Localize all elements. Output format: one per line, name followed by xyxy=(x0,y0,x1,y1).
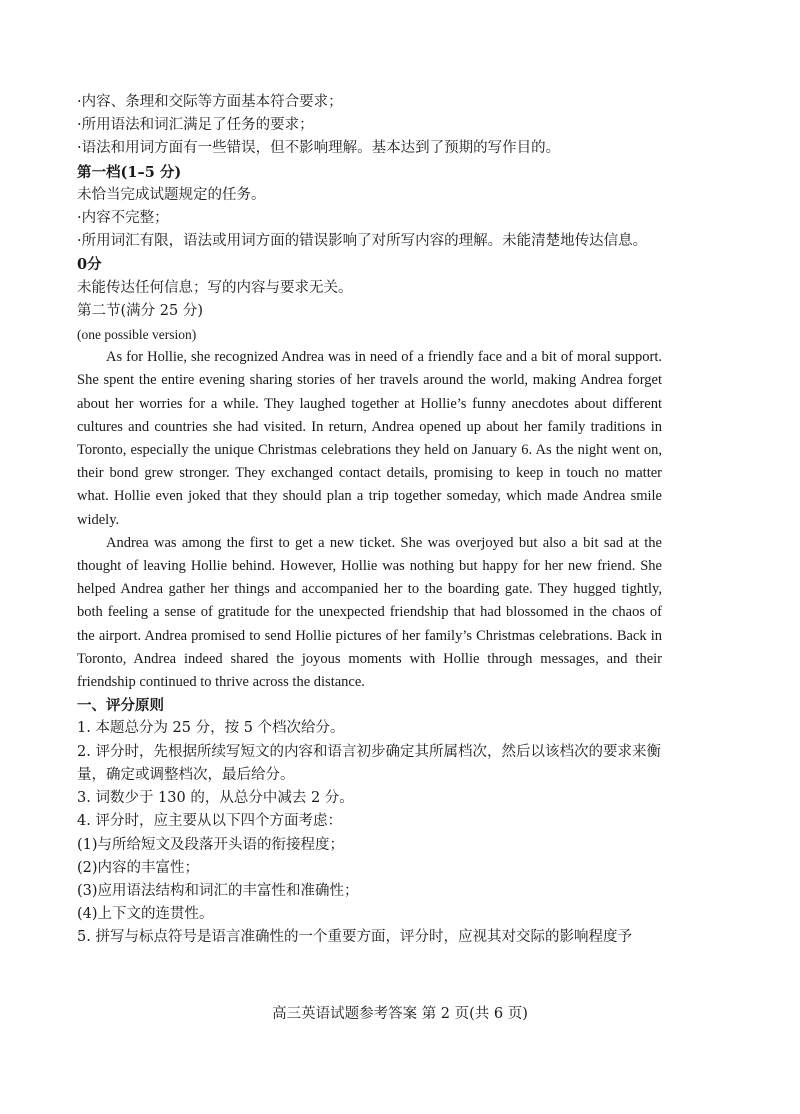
essay-paragraph-2: Andrea was among the first to get a new ticket. She was overjoyed but also a bit sad at the thought of leaving Hollie behind. However, Hollie was nothing but happy for her new friend. She helped Andrea gather her things and accompanied her to the boarding gate. They hugged tightly, both feeling a sense of gratitude for the unexpected friendship that had blossomed in the chaos of the airport. Andrea promised to send Hollie pictures of her family’s Christmas celebrations. Back in Toronto, Andrea indeed shared the joyous moments with Hollie through messages, and their friendship continued to thrive across the distance. xyxy=(77,534,662,691)
principle-item: 3. 词数少于 130 的，从总分中减去 2 分。 xyxy=(77,790,354,807)
version-note: (one possible version) xyxy=(77,327,197,343)
criteria-line: ·所用语法和词汇满足了任务的要求； xyxy=(77,117,314,134)
page-footer: 高三英语试题参考答案 第 2 页(共 6 页) xyxy=(272,1006,528,1022)
principle-item: 4. 评分时，应主要从以下四个方面考虑： xyxy=(77,813,342,830)
tier0-description: 未能传达任何信息；写的内容与要求无关。 xyxy=(77,279,353,296)
document-body xyxy=(77,91,662,950)
principle-item: 1. 本题总分为 25 分，按 5 个档次给分。 xyxy=(77,720,345,737)
criteria-line: ·语法和用词方面有一些错误，但不影响理解。基本达到了预期的写作目的。 xyxy=(77,140,561,157)
tier1-heading: 第一档(1–5 分) xyxy=(77,163,182,181)
tier1-item: ·内容不完整； xyxy=(77,210,169,227)
principles-heading: 一、评分原则 xyxy=(77,697,164,715)
principle-subitem: (1)与所给短文及段落开头语的衔接程度； xyxy=(77,836,345,853)
principle-item: 5. 拼写与标点符号是语言准确性的一个重要方面，评分时，应视其对交际的影响程度予 xyxy=(77,929,632,946)
principle-subitem: (3)应用语法结构和词汇的丰富性和准确性； xyxy=(77,882,359,899)
tier0-heading: 0分 xyxy=(77,256,102,274)
principle-item: 2. 评分时，先根据所续写短文的内容和语言初步确定其所属档次，然后以该档次的要求来衡量，确定或调整档次，最后给分。 xyxy=(77,743,661,783)
principle-subitem: (4)上下文的连贯性。 xyxy=(77,906,214,923)
principle-subitem: (2)内容的丰富性； xyxy=(77,859,200,876)
essay-paragraph-1: As for Hollie, she recognized Andrea was in need of a friendly face and a bit of moral support. She spent the entire evening sharing stories of her travels around the world, making Andrea forget about her worries for a while. They laughed together at Hollie’s funny anecdotes about different cultures and countries she had visited. In return, Andrea opened up about her family traditions in Toronto, especially the unique Christmas celebrations they held on January 6. As the night went on, their bond grew stronger. They exchanged contact details, promising to keep in touch no matter what. Hollie even joked that they should plan a trip together someday, which made Andrea smile widely. xyxy=(77,349,662,528)
tier1-description: 未恰当完成试题规定的任务。 xyxy=(77,186,266,203)
section2-title: 第二节(满分 25 分) xyxy=(77,302,203,319)
tier1-item: ·所用词汇有限，语法或用词方面的错误影响了对所写内容的理解。未能清楚地传达信息。 xyxy=(77,233,648,250)
criteria-line: ·内容、条理和交际等方面基本符合要求； xyxy=(77,94,343,110)
